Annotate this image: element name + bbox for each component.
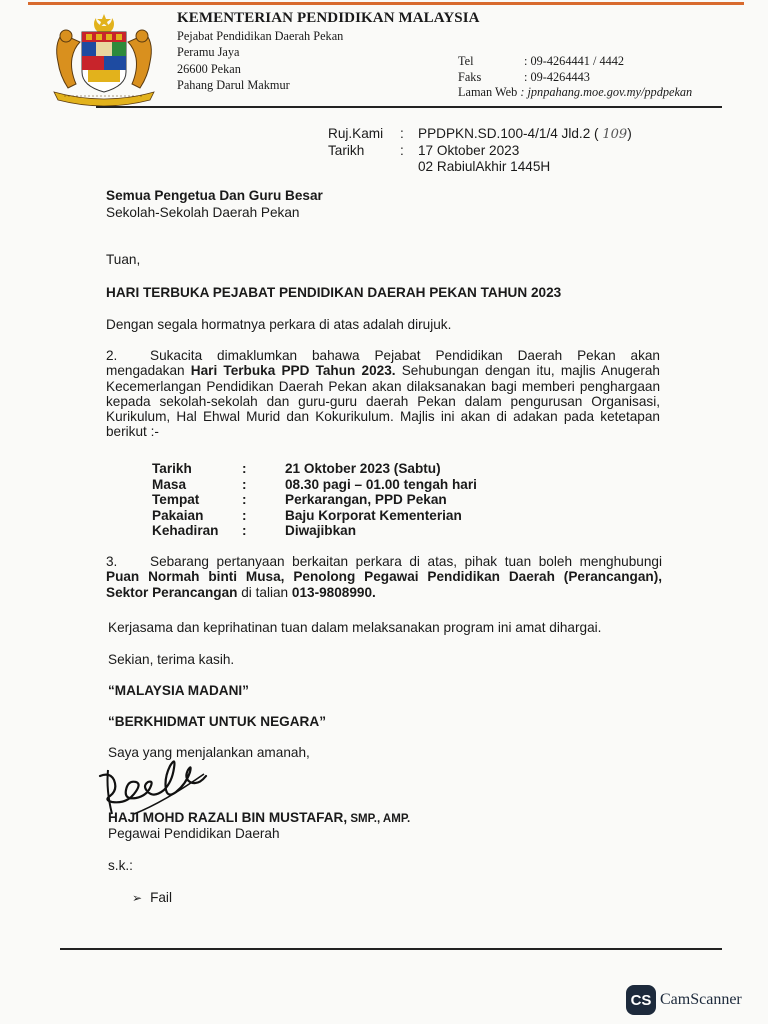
- hijri-date: 02 RabiulAkhir 1445H: [418, 158, 551, 174]
- header-divider: [96, 106, 722, 108]
- detail-colon: :: [242, 461, 247, 476]
- contact-label: Faks: [458, 69, 482, 84]
- contact-label: Tel: [458, 54, 474, 68]
- paragraph-number: 3.: [106, 554, 118, 569]
- salutation: Tuan,: [106, 252, 141, 267]
- event-details: [152, 461, 477, 539]
- cc-item: [132, 890, 172, 905]
- contact-block: [458, 54, 692, 101]
- camscanner-watermark: [626, 985, 742, 1015]
- date-colon: :: [400, 142, 404, 158]
- paragraph-bold: Hari Terbuka PPD Tahun 2023.: [190, 363, 396, 379]
- detail-row: [152, 461, 477, 477]
- paragraph-2: [106, 348, 660, 440]
- address-line: Pejabat Pendidikan Daerah Pekan: [177, 29, 344, 43]
- date-row: [328, 143, 632, 159]
- contact-label: Laman Web: [458, 85, 518, 100]
- contact-fax: [458, 70, 692, 86]
- closing-line: Kerjasama dan keprihatinan tuan dalam melaksanakan program ini amat dihargai.: [108, 620, 602, 635]
- detail-colon: :: [242, 476, 247, 492]
- top-accent-line: [28, 2, 744, 5]
- signatory-name-text: HAJI MOHD RAZALI BIN MUSTAFAR,: [108, 810, 348, 825]
- detail-colon: :: [242, 523, 247, 538]
- contact-tel: [458, 54, 692, 70]
- amanah-line: Saya yang menjalankan amanah,: [108, 745, 310, 760]
- paragraph-text: di talian: [237, 584, 292, 600]
- address-line: Peramu Jaya: [177, 45, 240, 60]
- ref-value: PPDPKN.SD.100-4/1/4 Jld.2 (: [418, 126, 599, 141]
- arrow-bullet-icon: ➢: [132, 891, 143, 905]
- contact-value: : 09-4264441 / 4442: [524, 54, 625, 68]
- reference-block: [328, 126, 632, 174]
- office-address: [177, 28, 343, 93]
- contact-web: [458, 85, 692, 101]
- footer-divider: [60, 948, 722, 950]
- contact-phone: 013-9808990.: [291, 584, 376, 600]
- recipient-title: Semua Pengetua Dan Guru Besar: [106, 188, 323, 203]
- ministry-name: KEMENTERIAN PENDIDIKAN MALAYSIA: [177, 10, 480, 26]
- detail-label: Kehadiran: [152, 523, 219, 538]
- camscanner-logo-icon: CS: [626, 985, 656, 1015]
- website-link[interactable]: : jpnpahang.moe.gov.my/ppdpekan: [520, 85, 693, 100]
- address-line: 26600 Pekan: [177, 61, 241, 76]
- contact-value: : 09-4264443: [524, 69, 590, 84]
- detail-value: Diwajibkan: [285, 523, 357, 538]
- detail-value: Perkarangan, PPD Pekan: [285, 492, 447, 507]
- malaysia-coat-of-arms-icon: [44, 12, 164, 107]
- detail-value: 21 Oktober 2023 (Sabtu): [285, 461, 441, 476]
- ref-row: [328, 126, 632, 143]
- detail-label: Pakaian: [152, 507, 204, 523]
- signatory-position: Pegawai Pendidikan Daerah: [108, 826, 280, 841]
- letter-subject: HARI TERBUKA PEJABAT PENDIDIKAN DAERAH PEKAN TAHUN 2023: [106, 285, 562, 300]
- paragraph-text: Sehubungan dengan itu, majlis Anugerah Kecemerlangan Pendidikan Daerah Pekan akan dilaksanakan bagi memberi penghargaan kepada sekolah-sekolah dan guru-guru daerah Pekan dalam pengurusan Organisasi, Kurikulum, Hal Ehwal Murid dan Kokurikulum. Majlis ini akan di adakan pada ketetapan berikut :-: [106, 363, 660, 440]
- detail-label: Masa: [152, 476, 187, 492]
- detail-row: [152, 477, 477, 493]
- detail-row: [152, 492, 477, 508]
- detail-colon: :: [242, 492, 247, 507]
- cc-label: s.k.:: [108, 858, 133, 873]
- ref-colon: :: [400, 126, 404, 141]
- signatory-name: [108, 810, 410, 825]
- paragraph-3: [106, 554, 662, 600]
- sign-off: Sekian, terima kasih.: [108, 652, 235, 667]
- date-value: 17 Oktober 2023: [418, 142, 520, 158]
- recipient-subtitle: Sekolah-Sekolah Daerah Pekan: [106, 205, 300, 220]
- detail-row: [152, 508, 477, 524]
- opening-line: Dengan segala hormatnya perkara di atas adalah dirujuk.: [106, 317, 452, 332]
- hijri-row: [328, 159, 632, 175]
- date-label: Tarikh: [328, 142, 365, 158]
- detail-label: Tempat: [152, 492, 200, 507]
- slogan-madani: “MALAYSIA MADANI”: [108, 683, 249, 698]
- paragraph-text: Sebarang pertanyaan berkaitan perkara di atas, pihak tuan boleh menghubungi: [150, 554, 662, 569]
- detail-value: 08.30 pagi – 01.00 tengah hari: [285, 476, 477, 492]
- handwritten-number: 109: [602, 127, 628, 142]
- detail-value: Baju Korporat Kementerian: [285, 507, 462, 523]
- detail-label: Tarikh: [152, 461, 192, 476]
- camscanner-text: CamScanner: [660, 991, 742, 1008]
- detail-row: [152, 523, 477, 539]
- paragraph-text: Sukacita dimaklumkan bahawa Pejabat Pendidikan Daerah Pekan akan mengadakan: [106, 348, 660, 379]
- paragraph-number: 2.: [106, 348, 118, 363]
- slogan-berkhidmat: “BERKHIDMAT UNTUK NEGARA”: [108, 714, 326, 729]
- address-line: Pahang Darul Makmur: [177, 77, 290, 92]
- cc-item-text: Fail: [150, 890, 172, 905]
- signatory-honours: SMP., AMP.: [347, 813, 411, 825]
- contact-person: Puan Normah binti Musa, Penolong Pegawai Pendidikan Daerah (Perancangan), Sektor Perancangan: [106, 569, 662, 600]
- detail-colon: :: [242, 507, 247, 523]
- ref-close: ): [627, 126, 632, 141]
- ref-label: Ruj.Kami: [328, 126, 384, 141]
